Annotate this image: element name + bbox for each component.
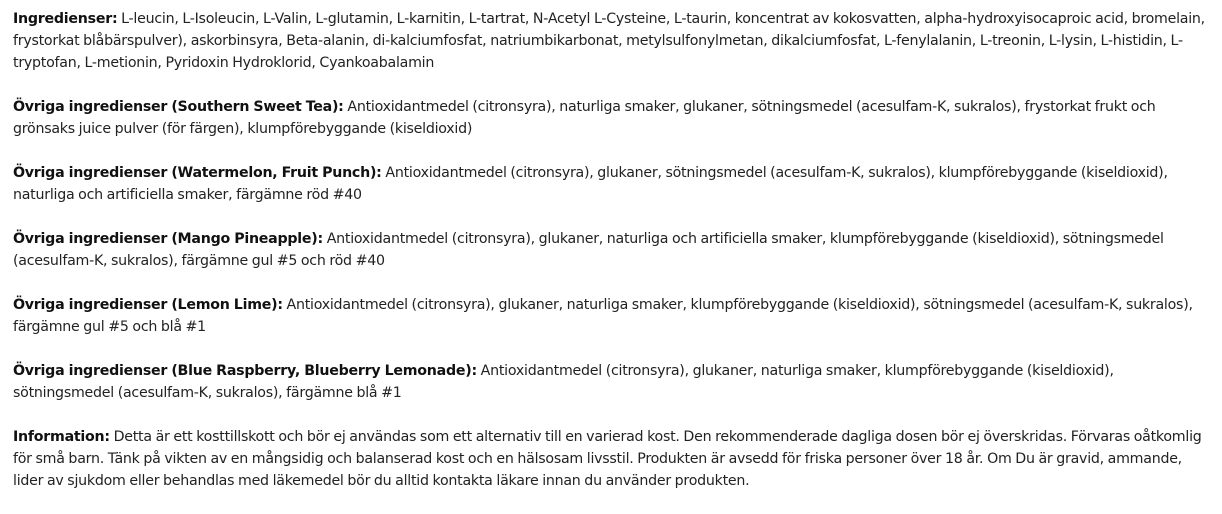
southern-sweet-tea-label: Övriga ingredienser (Southern Sweet Tea): (13, 99, 344, 115)
watermelon-fruit-punch-label: Övriga ingredienser (Watermelon, Fruit Punch): (13, 165, 382, 181)
other-ingredients-lemon-lime (13, 294, 1210, 338)
blue-raspberry-text: Antioxidantmedel (citronsyra), glukaner, naturliga smaker, klumpförebyggande (kiseldioxid), sötningsmedel (acesulfam-K, sukralos), färgämne blå #1 (13, 363, 1114, 401)
lemon-lime-label: Övriga ingredienser (Lemon Lime): (13, 297, 283, 313)
lemon-lime-text: Antioxidantmedel (citronsyra), glukaner, naturliga smaker, klumpförebyggande (kiseldioxid), sötningsmedel (acesulfam-K, sukralos), färgämne gul #5 och blå #1 (13, 297, 1193, 335)
southern-sweet-tea-text: Antioxidantmedel (citronsyra), naturliga smaker, glukaner, sötningsmedel (acesulfam-K, sukralos), frystorkat frukt och grönsaks juice pulver (för färgen), klumpförebyggande (kiseldioxid) (13, 99, 1156, 137)
other-ingredients-blue-raspberry (13, 360, 1210, 404)
ingredients-text: L-leucin, L-Isoleucin, L-Valin, L-glutamin, L-karnitin, L-tartrat, N-Acetyl L-Cysteine, L-taurin, koncentrat av kokosvatten, alpha-hydroxyisocaproic acid, bromelain, frystorkat blåbärspulver), askorbinsyra, Beta-alanin, di-kalciumfosfat, natriumbikarbonat, metylsulfonylmetan, dikalciumfosfat, L-fenylalanin, L-treonin, L-lysin, L-histidin, L-tryptofan, L-metionin, Pyridoxin Hydroklorid, Cyankoabalamin (13, 11, 1205, 71)
blue-raspberry-label: Övriga ingredienser (Blue Raspberry, Blueberry Lemonade): (13, 363, 477, 379)
other-ingredients-mango-pineapple (13, 228, 1210, 272)
information-paragraph (13, 426, 1210, 492)
watermelon-fruit-punch-text: Antioxidantmedel (citronsyra), glukaner, sötningsmedel (acesulfam-K, sukralos), klumpförebyggande (kiseldioxid), naturliga och artificiella smaker, färgämne röd #40 (13, 165, 1168, 203)
ingredients-paragraph (13, 8, 1210, 74)
other-ingredients-southern-sweet-tea (13, 96, 1210, 140)
ingredients-label: Ingredienser: (13, 11, 118, 27)
mango-pineapple-text: Antioxidantmedel (citronsyra), glukaner, naturliga och artificiella smaker, klumpförebyggande (kiseldioxid), sötningsmedel (acesulfam-K, sukralos), färgämne gul #5 och röd #40 (13, 231, 1164, 269)
other-ingredients-watermelon-fruit-punch (13, 162, 1210, 206)
information-label: Information: (13, 429, 110, 445)
information-text: Detta är ett kosttillskott och bör ej användas som ett alternativ till en varierad kost. Den rekommenderade dagliga dosen bör ej överskridas. Förvaras oåtkomlig för små barn. Tänk på vikten av en mångsidig och balanserad kost och en hälsosam livsstil. Produkten är avsedd för friska personer över 18 år. Om Du är gravid, ammande, lider av sjukdom eller behandlas med läkemedel bör du alltid kontakta läkare innan du använder produkten. (13, 429, 1202, 489)
mango-pineapple-label: Övriga ingredienser (Mango Pineapple): (13, 231, 323, 247)
